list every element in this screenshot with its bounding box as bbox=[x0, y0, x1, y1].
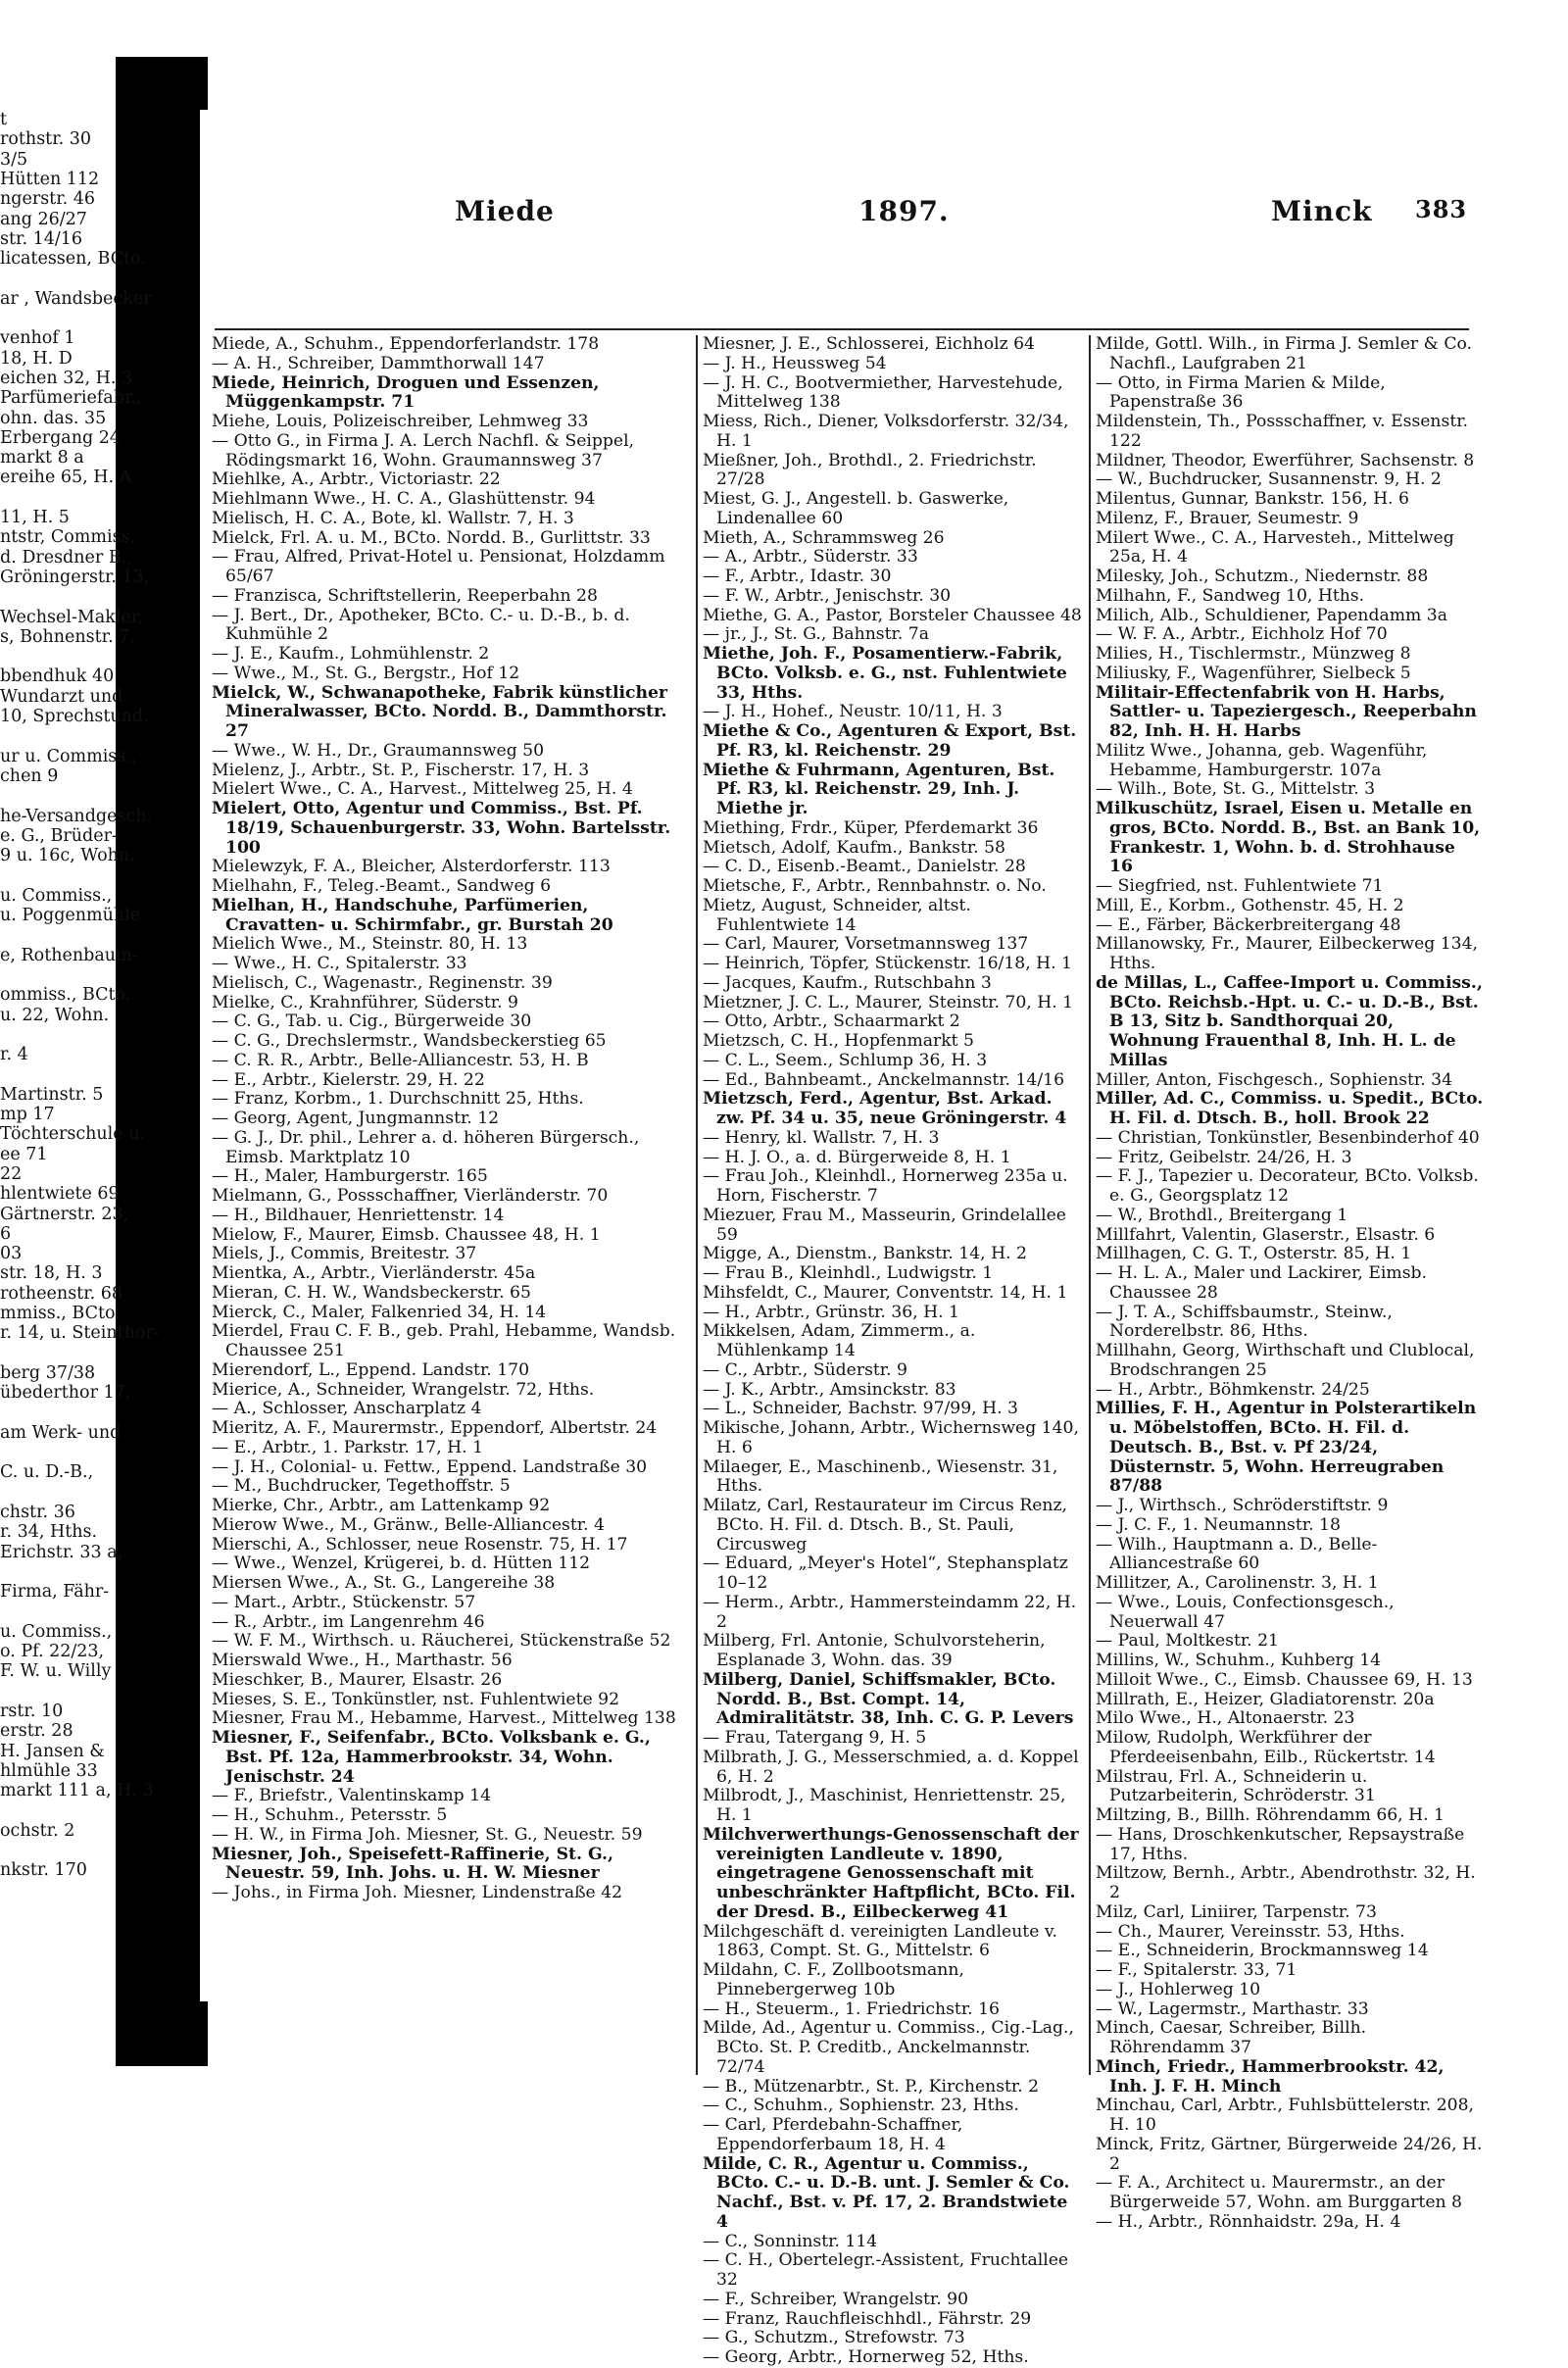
previous-page-line: erstr. 28 bbox=[0, 1721, 74, 1742]
directory-entry: — E., Arbtr., Kielerstr. 29, H. 22 bbox=[212, 1069, 485, 1090]
directory-entry: Milo Wwe., H., Altonaerstr. 23 bbox=[1096, 1708, 1355, 1729]
directory-entry: Miethe & Co., Agenturen & Export, Bst. Pf. R3, kl. Reichenstr. 29 bbox=[703, 721, 1083, 761]
directory-entry: Mielewzyk, F. A., Bleicher, Alsterdorferstr. 113 bbox=[212, 857, 611, 877]
directory-entry: Miezuer, Frau M., Masseurin, Grindelallee 59 bbox=[703, 1205, 1072, 1245]
directory-entry: — Johs., in Firma Joh. Miesner, Lindenstraße 42 bbox=[212, 1883, 623, 1902]
directory-entry: Miesner, Frau M., Hebamme, Harvest., Mittelweg 138 bbox=[212, 1708, 676, 1729]
directory-column-2 bbox=[703, 334, 1085, 2367]
directory-entry: Miltzow, Bernh., Arbtr., Abendrothstr. 32, H. 2 bbox=[1096, 1863, 1482, 1902]
previous-page-line: C. u. D.-B., bbox=[0, 1462, 94, 1483]
directory-entry: Mielck, Frl. A. u. M., BCto. Nordd. B., Gurlittstr. 33 bbox=[212, 527, 651, 548]
directory-entry: Mieses, S. E., Tonkünstler, nst. Fuhlentwiete 92 bbox=[212, 1689, 620, 1709]
directory-entry: Mierice, A., Schneider, Wrangelstr. 72, Hths. bbox=[212, 1379, 595, 1400]
directory-entry: Milde, Gottl. Wilh., in Firma J. Semler & Co. Nachfl., Laufgraben 21 bbox=[1096, 334, 1478, 373]
directory-entry: Mietzsch, C. H., Hopfenmarkt 5 bbox=[703, 1031, 974, 1051]
directory-entry: Millanowsky, Fr., Maurer, Eilbeckerweg 134, Hths. bbox=[1096, 934, 1484, 973]
previous-page-line: mp 17 bbox=[0, 1105, 55, 1124]
header-rule bbox=[215, 328, 1469, 330]
previous-page-line: o. Pf. 22/23, bbox=[0, 1642, 105, 1662]
directory-entry: — H., Schuhm., Petersstr. 5 bbox=[212, 1805, 448, 1825]
directory-entry: — Eduard, „Meyer's Hotel“, Stephansplatz 10–12 bbox=[703, 1554, 1074, 1593]
previous-page-line: 9 u. 16c, Wohn. bbox=[0, 846, 135, 866]
directory-entry: Mieran, C. H. W., Wandsbeckerstr. 65 bbox=[212, 1282, 531, 1303]
directory-entry: Milde, C. R., Agentur u. Commiss., BCto. C.- u. D.-B. unt. J. Semler & Co. Nachf., Bst. v. Pf. 17, 2. Brandstwiete 4 bbox=[703, 2153, 1076, 2232]
previous-page-line: ntstr, Commiss, bbox=[0, 527, 136, 548]
directory-entry: Miess, Rich., Diener, Volksdorferstr. 32/34, H. 1 bbox=[703, 412, 1074, 451]
directory-entry: Mildner, Theodor, Ewerführer, Sachsenstr. 8 bbox=[1096, 450, 1475, 470]
directory-entry: — J. H., Colonial- u. Fettw., Eppend. Landstraße 30 bbox=[212, 1456, 648, 1477]
previous-page-line: he-Versandgesch. bbox=[0, 806, 153, 826]
directory-entry: — W. F. M., Wirthsch. u. Räucherei, Stückenstraße 52 bbox=[212, 1631, 671, 1652]
directory-entry: Mielisch, C., Wagenastr., Reginenstr. 39 bbox=[212, 972, 553, 993]
directory-entry: — Georg, Arbtr., Hornerweg 52, Hths. bbox=[703, 2347, 1029, 2367]
directory-entry: Miething, Frdr., Küper, Pferdemarkt 36 bbox=[703, 817, 1039, 838]
column-rule-2 bbox=[1089, 335, 1091, 2075]
directory-entry: Mierdel, Frau C. F. B., geb. Prahl, Hebamme, Wandsb. Chaussee 251 bbox=[212, 1321, 681, 1360]
directory-entry: Mierke, Chr., Arbtr., am Lattenkamp 92 bbox=[212, 1496, 551, 1515]
directory-entry: — C. G., Drechslermstr., Wandsbeckerstieg 65 bbox=[212, 1031, 607, 1051]
directory-entry: Miehlke, A., Arbtr., Victoriastr. 22 bbox=[212, 469, 501, 490]
directory-entry: Millins, W., Schuhm., Kuhberg 14 bbox=[1096, 1651, 1382, 1670]
previous-page-line: r. 4 bbox=[0, 1045, 28, 1065]
directory-entry: Mießner, Joh., Brothdl., 2. Friedrichstr. 27/28 bbox=[703, 450, 1043, 490]
previous-page-line: rotheenstr. 68 bbox=[0, 1283, 123, 1304]
directory-entry: Milesky, Joh., Schutzm., Niedernstr. 88 bbox=[1096, 567, 1429, 586]
directory-entry: — Georg, Agent, Jungmannstr. 12 bbox=[212, 1109, 500, 1128]
directory-entry: — Franz, Rauchfleischhdl., Fährstr. 29 bbox=[703, 2308, 1032, 2329]
directory-entry: Mielich Wwe., M., Steinstr. 80, H. 13 bbox=[212, 934, 528, 955]
directory-entry: Miliusky, F., Wagenführer, Sielbeck 5 bbox=[1096, 663, 1411, 683]
directory-entry: — W., Buchdrucker, Susannenstr. 9, H. 2 bbox=[1096, 469, 1442, 490]
directory-entry: Milkuschütz, Israel, Eisen u. Metalle en gros, BCto. Nordd. B., Bst. an Bank 10, Frankestr. 1, Wohn. b. d. Strohhause 16 bbox=[1096, 799, 1487, 877]
directory-entry: Milde, Ad., Agentur u. Commiss., Cig.-Lag., BCto. St. P. Creditb., Anckelmannstr. 72/74 bbox=[703, 2018, 1080, 2077]
directory-entry: Milchgeschäft d. vereinigten Landleute v. 1863, Compt. St. G., Mittelstr. 6 bbox=[703, 1921, 1063, 1961]
previous-page-line: Wundarzt und bbox=[0, 686, 123, 707]
directory-entry: — Frau, Tatergang 9, H. 5 bbox=[703, 1728, 927, 1748]
directory-entry: — C. R. R., Arbtr., Belle-Alliancestr. 53, H. B bbox=[212, 1050, 589, 1070]
directory-entry: — C., Schuhm., Sophienstr. 23, Hths. bbox=[703, 2096, 1019, 2116]
directory-entry: Mildahn, C. F., Zollbootsmann, Pinnebergerweg 10b bbox=[703, 1960, 970, 1999]
previous-page-line: am Werk- und bbox=[0, 1422, 122, 1443]
previous-page-line: u. Poggenmühle bbox=[0, 906, 141, 925]
directory-entry: Milstrau, Frl. A., Schneiderin u. Putzarbeiterin, Schröderstr. 31 bbox=[1096, 1766, 1376, 1806]
directory-entry: Mietsch, Adolf, Kaufm., Bankstr. 58 bbox=[703, 837, 1005, 858]
previous-page-line: Martinstr. 5 bbox=[0, 1084, 104, 1105]
previous-page-line: H. Jansen & bbox=[0, 1741, 105, 1761]
directory-entry: Mielhan, H., Handschuhe, Parfümerien, Cravatten- u. Schirmfabr., gr. Burstah 20 bbox=[212, 895, 613, 935]
directory-entry: Mierswald Wwe., H., Marthastr. 56 bbox=[212, 1651, 513, 1670]
directory-entry: Mielert, Otto, Agentur und Commiss., Bst. Pf. 18/19, Schauenburgerstr. 33, Wohn. Bartelsstr. 100 bbox=[212, 799, 677, 858]
directory-entry: — H., Arbtr., Grünstr. 36, H. 1 bbox=[703, 1302, 959, 1322]
directory-entry: — Herm., Arbtr., Hammersteindamm 22, H. 2 bbox=[703, 1592, 1082, 1632]
directory-entry: — F. A., Architect u. Maurermstr., an der Bürgerweide 57, Wohn. am Burggarten 8 bbox=[1096, 2173, 1462, 2212]
directory-entry: — J. K., Arbtr., Amsinckstr. 83 bbox=[703, 1379, 956, 1400]
directory-entry: — C., Sonninstr. 114 bbox=[703, 2231, 878, 2251]
directory-entry: — F., Briefstr., Valentinskamp 14 bbox=[212, 1786, 492, 1806]
directory-entry: — Frau, Alfred, Privat-Hotel u. Pensionat, Holzdamm 65/67 bbox=[212, 547, 670, 586]
previous-page-line: ohn. das. 35 bbox=[0, 408, 107, 428]
previous-page-line: eichen 32, H. 3 bbox=[0, 368, 133, 388]
directory-entry: — E., Schneiderin, Brockmannsweg 14 bbox=[1096, 1941, 1429, 1961]
page-number: 383 bbox=[1415, 195, 1468, 223]
directory-entry: Milberg, Frl. Antonie, Schulvorsteherin, Esplanade 3, Wohn. das. 39 bbox=[703, 1631, 1052, 1670]
previous-page-line: Töchterschule u. bbox=[0, 1124, 146, 1145]
directory-entry: — J. H., Hohef., Neustr. 10/11, H. 3 bbox=[703, 702, 1003, 722]
directory-entry: — H., Steuerm., 1. Friedrichstr. 16 bbox=[703, 1998, 1000, 2019]
directory-entry: Millhahn, Georg, Wirthschaft und Clublocal, Brodschrangen 25 bbox=[1096, 1341, 1480, 1380]
previous-page-line: hlentwiete 69 bbox=[0, 1184, 120, 1205]
previous-page-line: rothstr. 30 bbox=[0, 129, 92, 150]
directory-entry: — H., Bildhauer, Henriettenstr. 14 bbox=[212, 1205, 505, 1225]
directory-entry: Milberg, Daniel, Schiffsmakler, BCto. Nordd. B., Bst. Compt. 14, Admiralitätstr. 38, Inh. C. G. P. Levers bbox=[703, 1669, 1074, 1729]
directory-entry: Mielke, C., Krahnführer, Süderstr. 9 bbox=[212, 992, 518, 1012]
directory-entry: — Fritz, Geibelstr. 24/26, H. 3 bbox=[1096, 1147, 1352, 1167]
directory-entry: — F., Schreiber, Wrangelstr. 90 bbox=[703, 2289, 969, 2309]
directory-entry: — Christian, Tonkünstler, Besenbinderhof 40 bbox=[1096, 1127, 1480, 1148]
directory-entry: Minchau, Carl, Arbtr., Fuhlsbüttelerstr. 208, H. 10 bbox=[1096, 2096, 1480, 2135]
previous-page-line: 18, H. D bbox=[0, 348, 73, 369]
directory-entry: — W. F. A., Arbtr., Eichholz Hof 70 bbox=[1096, 624, 1388, 645]
directory-entry: Miesner, J. E., Schlosserei, Eichholz 64 bbox=[703, 334, 1035, 354]
header-right-keyword: Minck bbox=[1271, 195, 1373, 227]
directory-entry: — Otto, Arbtr., Schaarmarkt 2 bbox=[703, 1011, 960, 1032]
directory-entry: — Wwe., M., St. G., Bergstr., Hof 12 bbox=[212, 663, 520, 683]
directory-entry: — J., Wirthsch., Schröderstiftstr. 9 bbox=[1096, 1496, 1389, 1515]
directory-entry: Milloit Wwe., C., Eimsb. Chaussee 69, H. 13 bbox=[1096, 1669, 1473, 1690]
directory-entry: — H., Arbtr., Böhmkenstr. 24/25 bbox=[1096, 1379, 1370, 1400]
previous-page-line: r. 14, u. Steinthor- bbox=[0, 1323, 160, 1344]
directory-entry: — J. T. A., Schiffsbaumstr., Steinw., Norderelbstr. 86, Hths. bbox=[1096, 1302, 1398, 1342]
previous-page-line: 6 bbox=[0, 1223, 12, 1244]
directory-entry: — Franzisca, Schriftstellerin, Reeperbahn 28 bbox=[212, 585, 598, 606]
directory-entry: — J. H., Heussweg 54 bbox=[703, 353, 887, 373]
directory-entry: Milies, H., Tischlermstr., Münzweg 8 bbox=[1096, 644, 1411, 664]
previous-page-line: 22 bbox=[0, 1163, 23, 1184]
directory-entry: — R., Arbtr., im Langenrehm 46 bbox=[212, 1611, 485, 1632]
directory-entry: Miede, Heinrich, Droguen und Essenzen, Müggenkampstr. 71 bbox=[212, 372, 606, 413]
directory-entry: Mielmann, G., Possschaffner, Vierländerstr. 70 bbox=[212, 1186, 609, 1206]
previous-page-line: str. 14/16 bbox=[0, 228, 83, 249]
previous-page-line: Hütten 112 bbox=[0, 169, 100, 189]
previous-page-line: ur u. Commiss., bbox=[0, 746, 137, 766]
directory-entry: — H. J. O., a. d. Bürgerweide 8, H. 1 bbox=[703, 1147, 1011, 1167]
previous-page-line: ang 26/27 bbox=[0, 209, 87, 229]
previous-page-line: u. Commiss., bbox=[0, 1621, 113, 1642]
directory-entry: Miethe & Fuhrmann, Agenturen, Bst. Pf. R3, kl. Reichenstr. 29, Inh. J. Miethe jr. bbox=[703, 760, 1061, 818]
directory-entry: — C. L., Seem., Schlump 36, H. 3 bbox=[703, 1050, 988, 1070]
directory-entry: Minch, Caesar, Schreiber, Billh. Röhrendamm 37 bbox=[1096, 2018, 1372, 2057]
directory-entry: Millhagen, C. G. T., Osterstr. 85, H. 1 bbox=[1096, 1244, 1412, 1264]
previous-page-line: Erbergang 24 bbox=[0, 427, 122, 448]
directory-entry: Mietz, August, Schneider, altst. Fuhlentwiete 14 bbox=[703, 895, 977, 935]
directory-entry: Milbrath, J. G., Messerschmied, a. d. Koppel 6, H. 2 bbox=[703, 1747, 1085, 1787]
directory-entry: — H. W., in Firma Joh. Miesner, St. G., Neuestr. 59 bbox=[212, 1824, 643, 1845]
directory-entry: Milert Wwe., C. A., Harvesteh., Mittelweg 25a, H. 4 bbox=[1096, 527, 1460, 567]
previous-page-line: Parfümeriefabr., bbox=[0, 388, 142, 409]
previous-page-line: Gärtnerstr. 23, bbox=[0, 1204, 129, 1224]
directory-entry: — Wwe., W. H., Dr., Graumannsweg 50 bbox=[212, 740, 545, 761]
directory-entry: Mill, E., Korbm., Gothenstr. 45, H. 2 bbox=[1096, 895, 1404, 915]
directory-entry: Millitzer, A., Carolinenstr. 3, H. 1 bbox=[1096, 1573, 1379, 1593]
directory-entry: Migge, A., Dienstm., Bankstr. 14, H. 2 bbox=[703, 1244, 1027, 1264]
directory-entry: Mikkelsen, Adam, Zimmerm., a. Mühlenkamp 14 bbox=[703, 1321, 981, 1360]
directory-entry: Milentus, Gunnar, Bankstr. 156, H. 6 bbox=[1096, 489, 1409, 509]
directory-entry: Millrath, E., Heizer, Gladiatorenstr. 20a bbox=[1096, 1689, 1435, 1709]
directory-entry: — C. D., Eisenb.-Beamt., Danielstr. 28 bbox=[703, 857, 1026, 877]
directory-entry: Mietzsch, Ferd., Agentur, Bst. Arkad. zw. Pf. 34 u. 35, neue Gröningerstr. 4 bbox=[703, 1089, 1067, 1128]
directory-entry: Miesner, F., Seifenfabr., BCto. Volksbank e. G., Bst. Pf. 12a, Hammerbrookstr. 34, Wohn. Jenischstr. 24 bbox=[212, 1728, 657, 1787]
previous-page-line: s, Bohnenstr. 7, bbox=[0, 626, 135, 647]
previous-page-line: bbendhuk 40 bbox=[0, 666, 115, 687]
previous-page-line: ochstr. 2 bbox=[0, 1820, 75, 1841]
directory-column-1 bbox=[212, 335, 690, 2080]
directory-entry: — Otto G., in Firma J. A. Lerch Nachfl. & Seippel, Rödingsmarkt 16, Wohn. Graumannsweg 37 bbox=[212, 430, 640, 470]
directory-entry: Mierow Wwe., M., Gränw., Belle-Alliancestr. 4 bbox=[212, 1514, 605, 1535]
previous-page-line: d. Dresdner B., bbox=[0, 547, 132, 567]
previous-page-line: 3/5 bbox=[0, 149, 28, 170]
directory-entry: — Carl, Maurer, Vorsetmannsweg 137 bbox=[703, 934, 1029, 955]
previous-page-line: licatessen, BCto. bbox=[0, 249, 146, 270]
previous-page-line: markt 111 a, H. 3 bbox=[0, 1781, 154, 1801]
directory-entry: Mierendorf, L., Eppend. Landstr. 170 bbox=[212, 1359, 530, 1380]
directory-entry: — C., Arbtr., Süderstr. 9 bbox=[703, 1359, 907, 1380]
directory-entry: Mihsfeldt, C., Maurer, Conventstr. 14, H. 1 bbox=[703, 1282, 1068, 1303]
previous-page-line: ar , Wandsbecker bbox=[0, 288, 152, 309]
directory-entry: Millies, F. H., Agentur in Polsterartikeln u. Möbelstoffen, BCto. H. Fil. d. Deutsch. B., Bst. v. Pf 23/24, Düsternstr. 5, Wohn. Herreugraben 87/88 bbox=[1096, 1399, 1483, 1497]
directory-entry: Mielhahn, F., Teleg.-Beamt., Sandweg 6 bbox=[212, 876, 552, 896]
directory-entry: — Ch., Maurer, Vereinsstr. 53, Hths. bbox=[1096, 1921, 1405, 1942]
directory-entry: Mierschi, A., Schlosser, neue Rosenstr. 75, H. 17 bbox=[212, 1534, 628, 1554]
directory-entry: Mildenstein, Th., Possschaffner, v. Essenstr. 122 bbox=[1096, 412, 1474, 451]
directory-entry: — F. J., Tapezier u. Decorateur, BCto. Volksb. e. G., Georgsplatz 12 bbox=[1096, 1166, 1485, 1206]
directory-entry: — Heinrich, Töpfer, Stückenstr. 16/18, H. 1 bbox=[703, 954, 1072, 973]
directory-entry: — Wilh., Bote, St. G., Mittelstr. 3 bbox=[1096, 779, 1376, 800]
directory-column-3 bbox=[1096, 334, 1490, 2232]
directory-entry: Miels, J., Commis, Breitestr. 37 bbox=[212, 1244, 477, 1264]
directory-entry: — W., Brothdl., Breitergang 1 bbox=[1096, 1205, 1348, 1225]
directory-entry: de Millas, L., Caffee-Import u. Commiss., BCto. Reichsb.-Hpt. u. C.- u. D.-B., Bst. B 13, Sitz b. Sandthorquai 20, Wohnung Frauenthal 8, Inh. H. L. de Millas bbox=[1096, 972, 1489, 1070]
directory-entry: Miltzing, B., Billh. Röhrendamm 66, H. 1 bbox=[1096, 1805, 1445, 1825]
directory-entry: — Franz, Korbm., 1. Durchschnitt 25, Hths. bbox=[212, 1089, 584, 1110]
directory-entry: Mietzner, J. C. L., Maurer, Steinstr. 70, H. 1 bbox=[703, 992, 1074, 1012]
directory-entry: — C. H., Obertelegr.-Assistent, Fruchtallee 32 bbox=[703, 2250, 1074, 2290]
directory-entry: — Frau B., Kleinhdl., Ludwigstr. 1 bbox=[703, 1263, 994, 1283]
previous-page-line: Gröningerstr. 13, bbox=[0, 567, 150, 587]
directory-entry: Mielenz, J., Arbtr., St. P., Fischerstr. 17, H. 3 bbox=[212, 760, 590, 780]
previous-page-line: ee 71 bbox=[0, 1144, 48, 1164]
directory-entry: Minch, Friedr., Hammerbrookstr. 42, Inh. J. F. H. Minch bbox=[1096, 2056, 1450, 2097]
directory-entry: Milenz, F., Brauer, Seumestr. 9 bbox=[1096, 508, 1359, 528]
directory-entry: Mielow, F., Maurer, Eimsb. Chaussee 48, H. 1 bbox=[212, 1224, 601, 1245]
directory-entry: Mientka, A., Arbtr., Vierländerstr. 45a bbox=[212, 1263, 536, 1283]
directory-entry: — J. C. F., 1. Neumannstr. 18 bbox=[1096, 1514, 1341, 1535]
directory-entry: — Carl, Pferdebahn-Schaffner, Eppendorferbaum 18, H. 4 bbox=[703, 2115, 968, 2154]
directory-entry: Milchverwerthungs-Genossenschaft der vereinigten Landleute v. 1890, eingetragene Genossenschaft mit unbeschränkter Haftpflicht, BCto. Fil. der Dresd. B., Eilbeckerweg 41 bbox=[703, 1824, 1085, 1922]
previous-page-line: r. 34, Hths. bbox=[0, 1522, 98, 1543]
directory-entry: — A., Schlosser, Anscharplatz 4 bbox=[212, 1399, 482, 1419]
directory-entry: Millfahrt, Valentin, Glaserstr., Elsastr. 6 bbox=[1096, 1224, 1436, 1245]
directory-entry: Miller, Anton, Fischgesch., Sophienstr. 34 bbox=[1096, 1069, 1453, 1090]
directory-entry: Miesner, Joh., Speisefett-Raffinerie, St. G., Neuestr. 59, Inh. Johs. u. H. W. Miesner bbox=[212, 1844, 619, 1884]
previous-page-line: u. 22, Wohn. bbox=[0, 1005, 110, 1025]
directory-entry: — Otto, in Firma Marien & Milde, Papenstraße 36 bbox=[1096, 372, 1392, 413]
header-left-keyword: Miede bbox=[455, 195, 555, 227]
previous-page-line: 11, H. 5 bbox=[0, 508, 70, 527]
directory-page bbox=[210, 118, 1490, 2367]
directory-entry: — J. Bert., Dr., Apotheker, BCto. C.- u. D.-B., b. d. Kuhmühle 2 bbox=[212, 605, 636, 645]
directory-entry: — E., Färber, Bäckerbreitergang 48 bbox=[1096, 914, 1401, 935]
previous-page-line: 03 bbox=[0, 1244, 23, 1264]
directory-entry: — Hans, Droschkenkutscher, Repsaystraße 17, Hths. bbox=[1096, 1824, 1470, 1864]
directory-entry: Miehlmann Wwe., H. C. A., Glashüttenstr. 94 bbox=[212, 489, 596, 509]
previous-page-line: ommiss., BCto. bbox=[0, 985, 131, 1006]
directory-entry: Milhahn, F., Sandweg 10, Hths. bbox=[1096, 585, 1365, 606]
directory-entry: — M., Buchdrucker, Tegethoffstr. 5 bbox=[212, 1476, 511, 1497]
previous-page-line: venhof 1 bbox=[0, 328, 75, 349]
directory-entry: — Henry, kl. Wallstr. 7, H. 3 bbox=[703, 1127, 940, 1148]
directory-entry: Militz Wwe., Johanna, geb. Wagenführ, Hebamme, Hamburgerstr. 107a bbox=[1096, 740, 1433, 780]
directory-entry: — H. L. A., Maler und Lackirer, Eimsb. Chaussee 28 bbox=[1096, 1263, 1433, 1303]
directory-entry: — J. H. C., Bootvermiether, Harvestehude, Mittelweg 138 bbox=[703, 372, 1069, 413]
directory-entry: Miest, G. J., Angestell. b. Gaswerke, Lindenallee 60 bbox=[703, 489, 1014, 528]
previous-page-line: e, Rothenbaum- bbox=[0, 945, 138, 965]
previous-page-line: hlmühle 33 bbox=[0, 1760, 98, 1781]
directory-entry: — Paul, Moltkestr. 21 bbox=[1096, 1631, 1279, 1652]
directory-entry: Milaeger, E., Maschinenb., Wiesenstr. 31, Hths. bbox=[703, 1456, 1063, 1497]
directory-entry: Mikische, Johann, Arbtr., Wichernsweg 140, H. 6 bbox=[703, 1418, 1085, 1457]
previous-page-line: t bbox=[0, 110, 8, 129]
directory-entry: Mielisch, H. C. A., Bote, kl. Wallstr. 7, H. 3 bbox=[212, 508, 574, 528]
previous-page-line: rstr. 10 bbox=[0, 1702, 64, 1721]
directory-entry: — J. E., Kaufm., Lohmühlenstr. 2 bbox=[212, 644, 490, 664]
directory-entry: — F. W., Arbtr., Jenischstr. 30 bbox=[703, 585, 952, 606]
directory-entry: — Wwe., Louis, Confectionsgesch., Neuerwall 47 bbox=[1096, 1592, 1400, 1632]
directory-entry: Milatz, Carl, Restaurateur im Circus Renz, BCto. H. Fil. d. Dtsch. B., St. Pauli, Circusweg bbox=[703, 1496, 1073, 1554]
previous-page-line: mmiss., BCto. bbox=[0, 1304, 121, 1323]
directory-entry: Miethe, Joh. F., Posamentierw.-Fabrik, BCto. Volksb. e. G., nst. Fuhlentwiete 33, Hths. bbox=[703, 644, 1073, 703]
directory-entry: — F., Spitalerstr. 33, 71 bbox=[1096, 1960, 1298, 1980]
directory-entry: — A., Arbtr., Süderstr. 33 bbox=[703, 547, 918, 567]
directory-entry: — G. J., Dr. phil., Lehrer a. d. höheren Bürgersch., Eimsb. Marktplatz 10 bbox=[212, 1127, 645, 1167]
directory-entry: Miede, A., Schuhm., Eppendorferlandstr. 178 bbox=[212, 334, 600, 354]
previous-page-line: u. Commiss., bbox=[0, 885, 113, 906]
previous-page-line: 10, Sprechstund. bbox=[0, 707, 149, 726]
previous-page-line: Erichstr. 33 a, bbox=[0, 1542, 123, 1562]
directory-entry: Militair-Effectenfabrik von H. Harbs, Sattler- u. Tapeziergesch., Reeperbahn 82, Inh. H. H. Harbs bbox=[1096, 682, 1483, 741]
directory-entry: Milich, Alb., Schuldiener, Papendamm 3a bbox=[1096, 605, 1447, 625]
directory-entry: Miersen Wwe., A., St. G., Langereihe 38 bbox=[212, 1573, 556, 1593]
directory-entry: Mielck, W., Schwanapotheke, Fabrik künstlicher Mineralwasser, BCto. Nordd. B., Dammthorstr. 27 bbox=[212, 682, 673, 741]
previous-page-fragment bbox=[0, 110, 196, 1972]
directory-entry: Mierck, C., Maler, Falkenried 34, H. 14 bbox=[212, 1302, 547, 1322]
previous-page-line: berg 37/38 bbox=[0, 1362, 96, 1383]
previous-page-line: chstr. 36 bbox=[0, 1503, 75, 1522]
directory-entry: Mielert Wwe., C. A., Harvest., Mittelweg 25, H. 4 bbox=[212, 779, 633, 800]
directory-entry: Mieschker, B., Maurer, Elsastr. 26 bbox=[212, 1669, 503, 1690]
directory-entry: Mietsche, F., Arbtr., Rennbahnstr. o. No. bbox=[703, 876, 1047, 896]
directory-entry: — G., Schutzm., Strefowstr. 73 bbox=[703, 2328, 965, 2348]
column-rule-1 bbox=[696, 335, 698, 2075]
previous-page-line: chen 9 bbox=[0, 765, 59, 786]
directory-entry: Mieritz, A. F., Maurermstr., Eppendorf, Albertstr. 24 bbox=[212, 1418, 658, 1438]
directory-entry: — Wwe., Wenzel, Krügerei, b. d. Hütten 112 bbox=[212, 1554, 591, 1574]
directory-entry: — E., Arbtr., 1. Parkstr. 17, H. 1 bbox=[212, 1437, 484, 1457]
directory-entry: — Siegfried, nst. Fuhlentwiete 71 bbox=[1096, 876, 1384, 896]
directory-entry: Milbrodt, J., Maschinist, Henriettenstr. 25, H. 1 bbox=[703, 1786, 1071, 1825]
directory-entry: — B., Mützenarbtr., St. P., Kirchenstr. 2 bbox=[703, 2076, 1040, 2097]
directory-entry: — jr., J., St. G., Bahnstr. 7a bbox=[703, 624, 929, 645]
directory-entry: Milow, Rudolph, Werkführer der Pferdeeisenbahn, Eilb., Rückertstr. 14 bbox=[1096, 1728, 1436, 1767]
directory-entry: — H., Maler, Hamburgerstr. 165 bbox=[212, 1166, 488, 1187]
directory-entry: Miller, Ad. C., Commiss. u. Spedit., BCto. H. Fil. d. Dtsch. B., holl. Brook 22 bbox=[1096, 1089, 1490, 1128]
directory-entry: — H., Arbtr., Rönnhaidstr. 29a, H. 4 bbox=[1096, 2211, 1401, 2232]
directory-entry: Miethe, G. A., Pastor, Borsteler Chaussee 48 bbox=[703, 605, 1082, 625]
previous-page-line: e. G., Brüder- bbox=[0, 825, 118, 846]
directory-entry: — Frau Joh., Kleinhdl., Hornerweg 235a u. Horn, Fischerstr. 7 bbox=[703, 1166, 1074, 1206]
previous-page-line: ngerstr. 46 bbox=[0, 189, 96, 210]
directory-entry: — Mart., Arbtr., Stückenstr. 57 bbox=[212, 1592, 476, 1612]
directory-entry: — Wwe., H. C., Spitalerstr. 33 bbox=[212, 954, 467, 973]
previous-page-line: F. W. u. Willy bbox=[0, 1661, 112, 1682]
directory-entry: — L., Schneider, Bachstr. 97/99, H. 3 bbox=[703, 1399, 1018, 1419]
directory-entry: — Wilh., Hauptmann a. D., Belle-Alliancestraße 60 bbox=[1096, 1534, 1378, 1574]
directory-entry: — A. H., Schreiber, Dammthorwall 147 bbox=[212, 353, 545, 373]
previous-page-line: übederthor 17, bbox=[0, 1383, 131, 1404]
directory-entry: Miehe, Louis, Polizeischreiber, Lehmweg 33 bbox=[212, 412, 589, 431]
directory-entry: Mieth, A., Schrammsweg 26 bbox=[703, 527, 945, 548]
directory-entry: Milz, Carl, Liniirer, Tarpenstr. 73 bbox=[1096, 1901, 1377, 1922]
directory-entry: — C. G., Tab. u. Cig., Bürgerweide 30 bbox=[212, 1011, 532, 1032]
previous-page-line: Firma, Fähr- bbox=[0, 1582, 110, 1603]
directory-entry: — F., Arbtr., Idastr. 30 bbox=[703, 567, 892, 586]
header-year: 1897. bbox=[858, 195, 950, 227]
previous-page-line: markt 8 a bbox=[0, 448, 84, 469]
previous-page-line: Wechsel-Makler, bbox=[0, 607, 143, 627]
previous-page-line: nkstr. 170 bbox=[0, 1860, 87, 1881]
page-gutter bbox=[200, 110, 208, 2001]
previous-page-line: str. 18, H. 3 bbox=[0, 1263, 103, 1284]
directory-entry: Minck, Fritz, Gärtner, Bürgerweide 24/26, H. 2 bbox=[1096, 2134, 1488, 2174]
directory-entry: — J., Hohlerweg 10 bbox=[1096, 1979, 1261, 1999]
previous-page-line: ereihe 65, H. A bbox=[0, 468, 132, 488]
directory-entry: — Ed., Bahnbeamt., Anckelmannstr. 14/16 bbox=[703, 1069, 1065, 1090]
directory-entry: — W., Lagermstr., Marthastr. 33 bbox=[1096, 1998, 1369, 2019]
directory-entry: — Jacques, Kaufm., Rutschbahn 3 bbox=[703, 972, 992, 993]
